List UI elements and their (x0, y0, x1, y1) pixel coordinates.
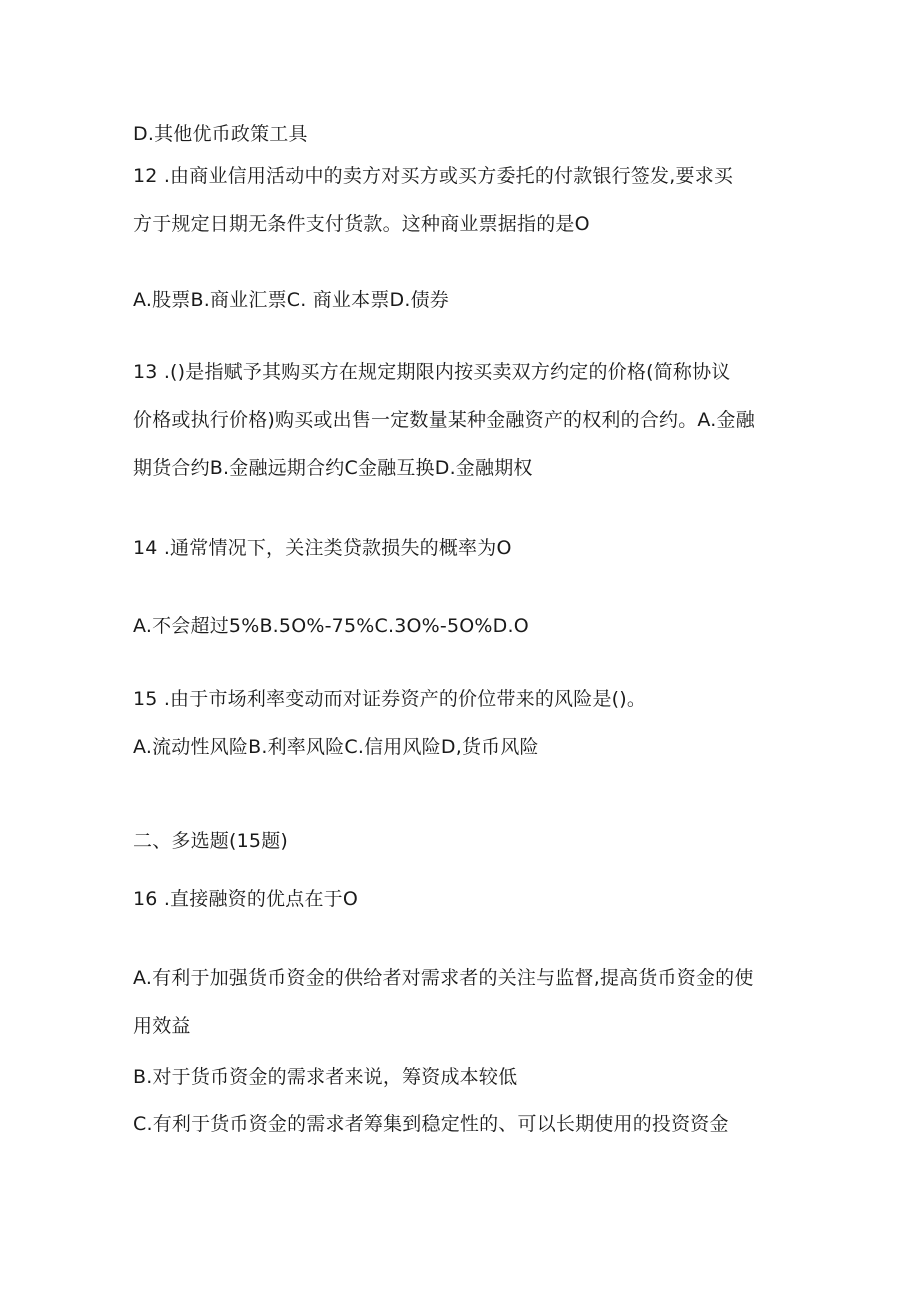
question-12-line-1: 12 .由商业信用活动中的卖方对买方或买方委托的付款银行签发,要求买 (133, 165, 734, 187)
section-heading: 二、多选题(15题) (133, 830, 289, 852)
question-15-options: A.流动性风险B.利率风险C.信用风险D,货币风险 (133, 736, 539, 758)
question-14-options: A.不会超过5%B.5O%-75%C.3O%-5O%D.O (133, 615, 529, 637)
question-13-line-2: 价格或执行价格)购买或出售一定数量某种金融资产的权利的合约。A.金融 (133, 409, 755, 431)
question-16-option-a-line-2: 用效益 (133, 1015, 191, 1037)
question-14-line: 14 .通常情况下，关注类贷款损失的概率为O (133, 537, 512, 559)
question-16-option-b: B.对于货币资金的需求者来说，筹资成本较低 (133, 1066, 518, 1088)
question-13-line-1: 13 .()是指赋予其购买方在规定期限内按买卖双方约定的价格(简称协议 (133, 361, 731, 383)
question-12-options: A.股票B.商业汇票C. 商业本票D.债券 (133, 289, 449, 311)
question-16-option-c: C.有利于货币资金的需求者筹集到稳定性的、可以长期使用的投资资金 (133, 1113, 729, 1135)
option-line: D.其他优币政策工具 (133, 123, 308, 145)
question-16-option-a-line-1: A.有利于加强货币资金的供给者对需求者的关注与监督,提高货币资金的使 (133, 967, 754, 989)
question-15-line: 15 .由于市场利率变动而对证券资产的价位带来的风险是()。 (133, 688, 647, 710)
question-16-line: 16 .直接融资的优点在于O (133, 888, 359, 910)
question-12-line-2: 方于规定日期无条件支付货款。这种商业票据指的是O (133, 213, 590, 235)
question-13-line-3: 期货合约B.金融远期合约C金融互换D.金融期权 (133, 457, 533, 479)
